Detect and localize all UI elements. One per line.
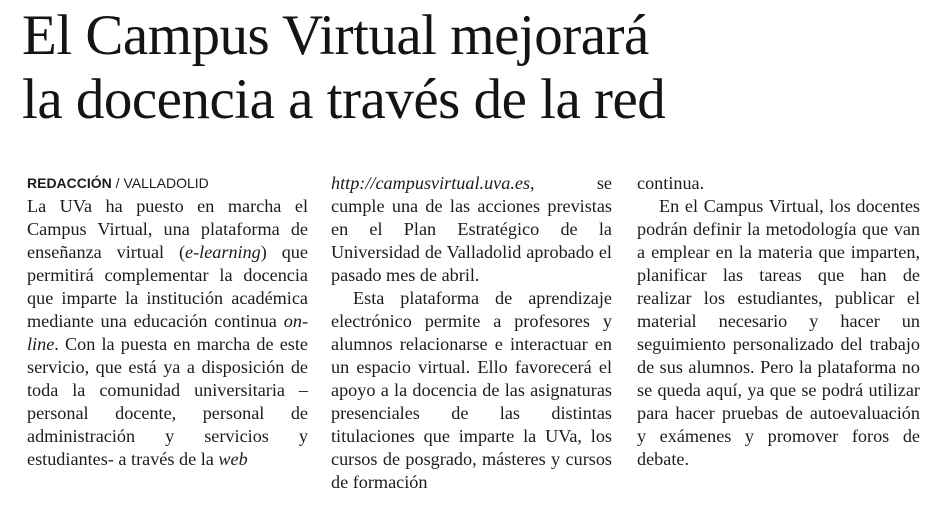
paragraph-text: , se cumple una de las acciones previstas en el Plan Estratégico de la Universidad de Valladolid aprobado el pasado mes de abril.: [331, 173, 612, 285]
article-column-1: [27, 172, 308, 471]
byline-author: REDACCIÓN: [27, 175, 112, 191]
paragraph: continua.: [637, 173, 705, 193]
paragraph-text: ) que permitirá complementar la docencia que imparte la institución académica mediante una educación continua: [27, 242, 308, 331]
byline-separator: /: [111, 175, 124, 191]
paragraph: En el Campus Virtual, los docentes podrán definir la metodología que van a emplear en la materia que imparten, planificar las tareas que han de realizar los estudiantes, publicar el material necesario y hacer un seguimiento personalizado del trabajo de sus alumnos. Pero la plataforma no se queda aquí, ya que se podrá utilizar para hacer pruebas de autoevaluación y exámenes y promover foros de debate.: [637, 196, 920, 469]
italic-term: e-learning: [185, 242, 261, 262]
byline: [27, 172, 308, 195]
article-column-2: [331, 172, 612, 494]
paragraph-text: . Con la puesta en marcha de este servicio, que está ya a disposición de toda la comunidad universitaria –personal docente, personal de administración y servicios y estudiantes- a través de la: [27, 334, 308, 469]
headline-line-1: El Campus Virtual mejorará: [22, 4, 649, 67]
paragraph: [331, 172, 612, 287]
byline-location: VALLADOLID: [123, 175, 209, 191]
headline-line-2: la docencia a través de la red: [22, 68, 666, 131]
article-column-3: [637, 172, 920, 471]
web-address: http://campusvirtual.uva.es: [331, 173, 531, 193]
headline: [22, 4, 932, 132]
paragraph: [27, 195, 308, 471]
paragraph: Esta plataforma de aprendizaje electrónico permite a profesores y alumnos relacionarse e interactuar en un espacio virtual. Ello favorecerá el apoyo a la docencia de las asignaturas presenciales de las distintas titulaciones que imparte la UVa, los cursos de posgrado, másteres y cursos de formación: [331, 288, 612, 492]
italic-term: web: [218, 449, 248, 469]
paragraph-text: La UVa ha puesto en marcha el Campus Virtual, una plataforma de enseñanza virtual (: [27, 196, 308, 262]
italic-term: on-line: [27, 311, 308, 354]
